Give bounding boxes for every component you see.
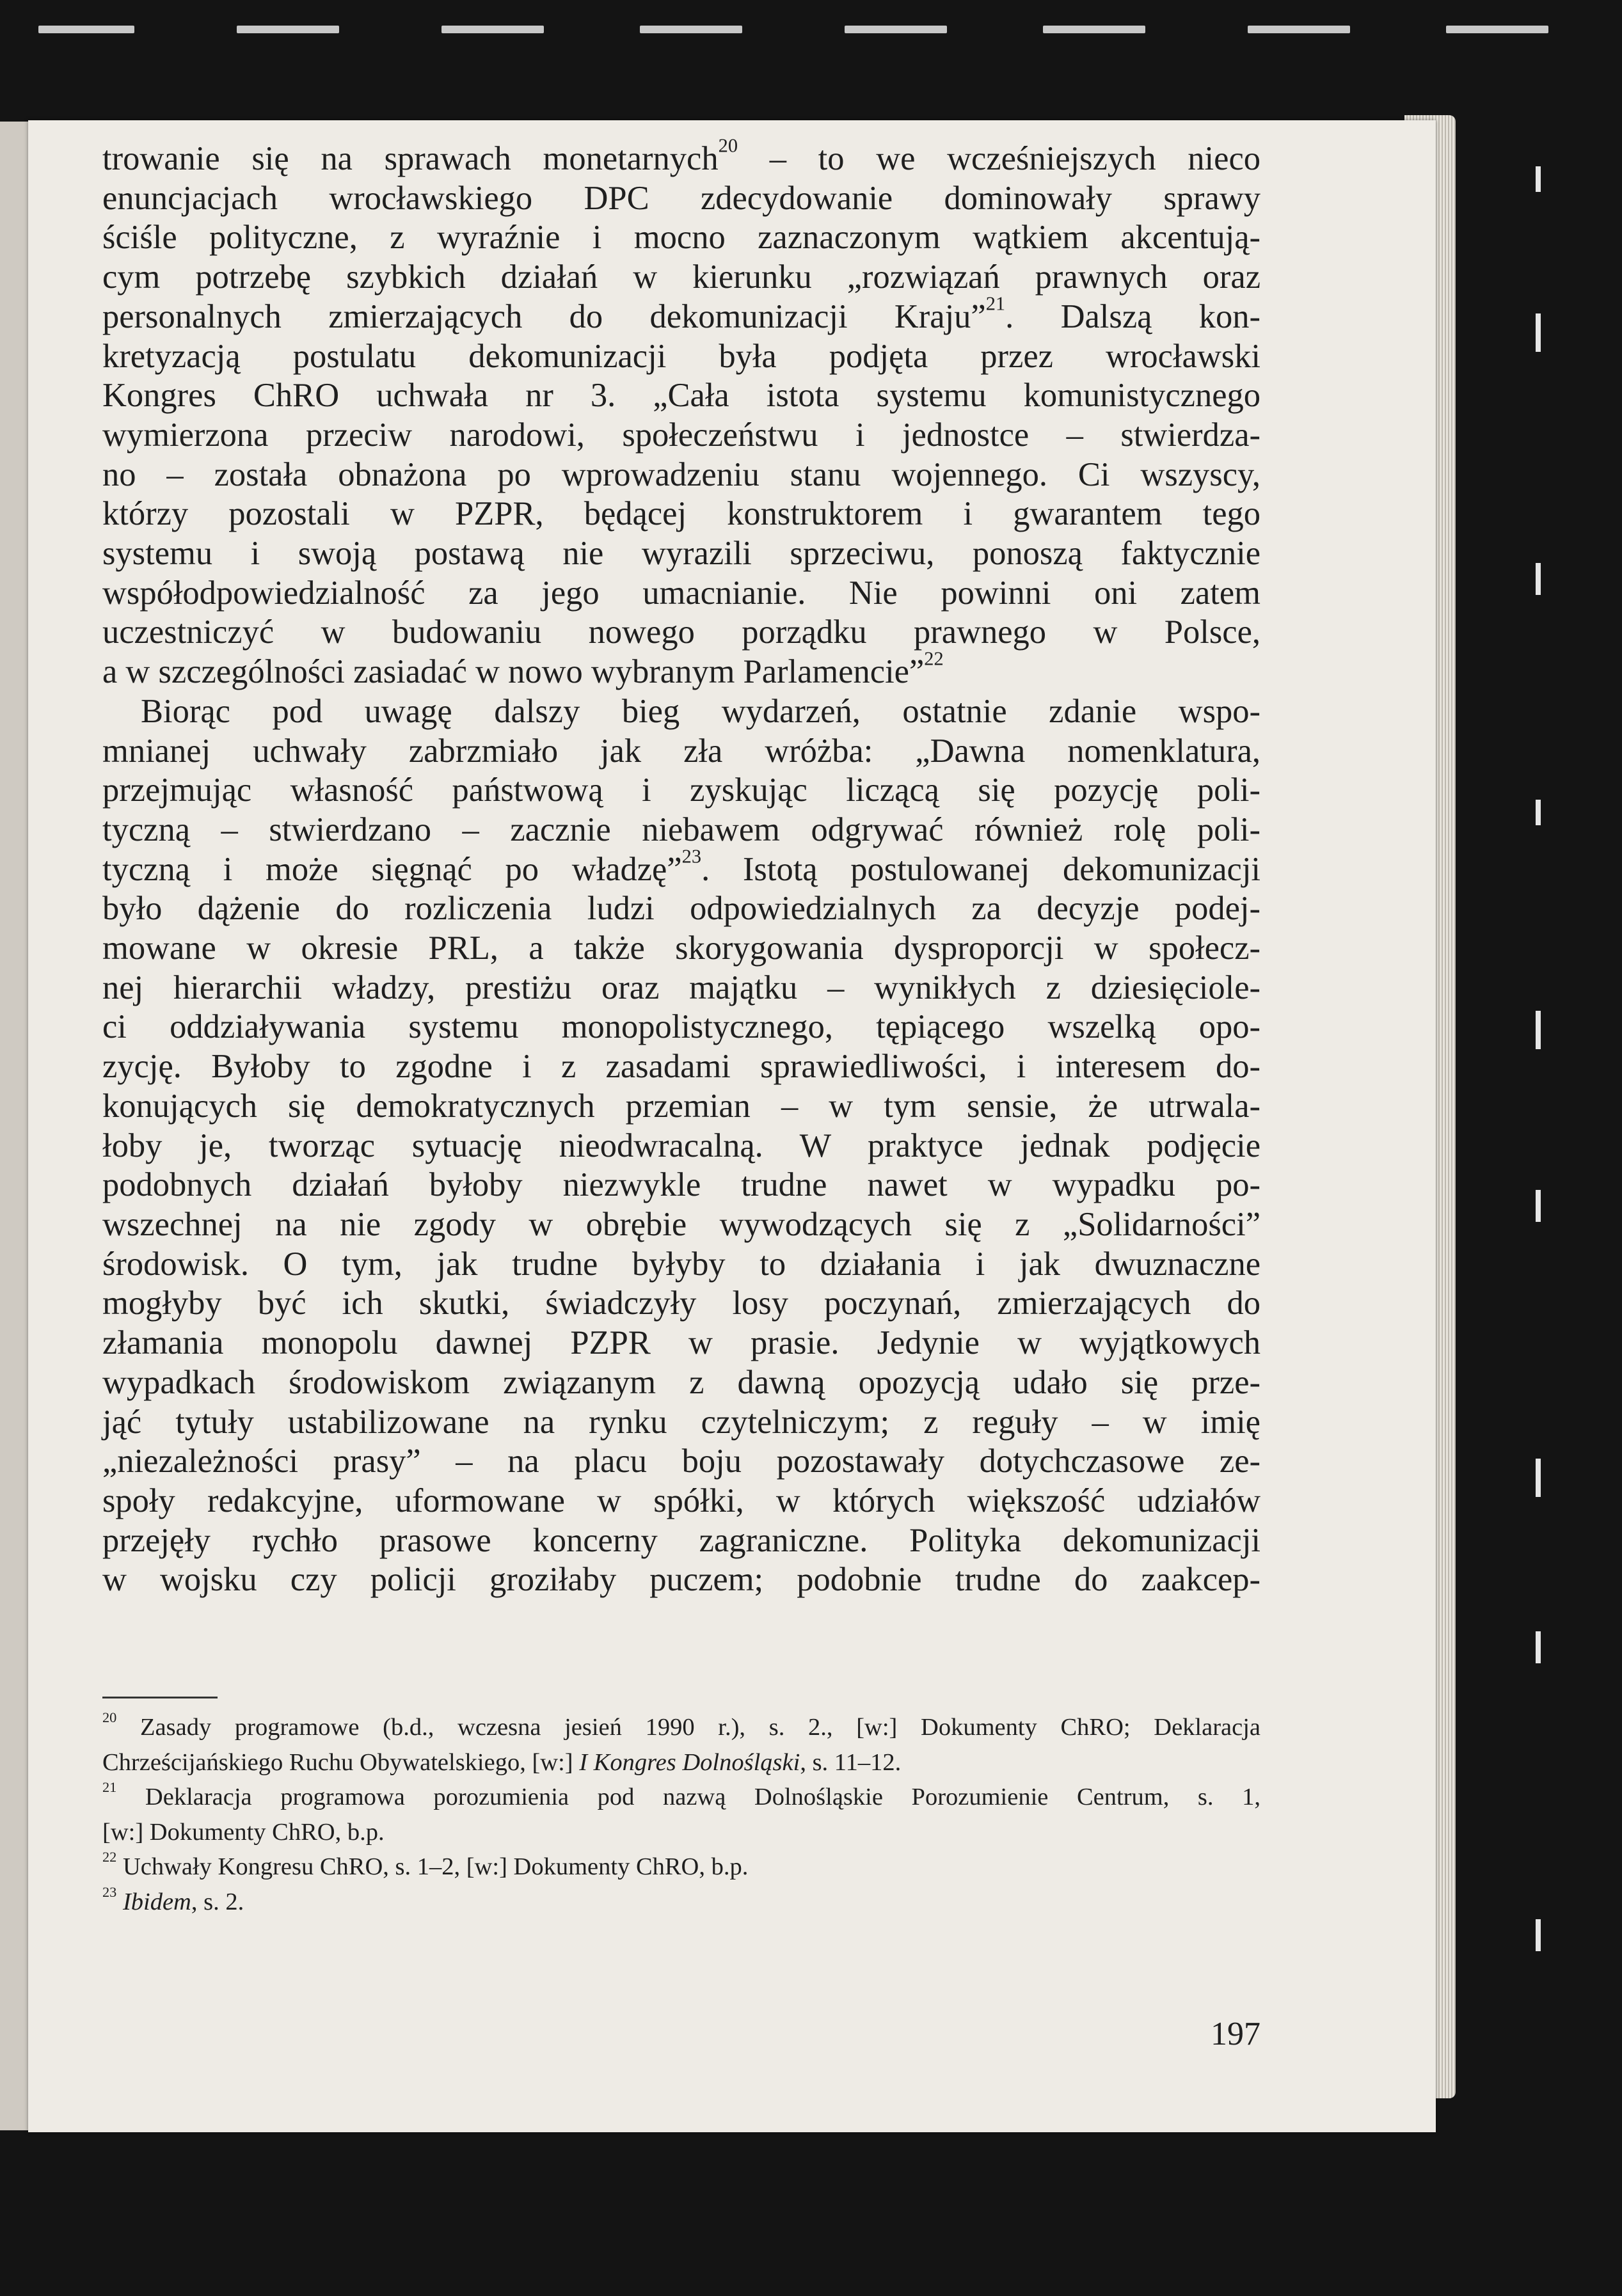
text-run: podobnych działań byłoby niezwykle trudne nawet w wypadku po- <box>102 1166 1260 1204</box>
text-line <box>102 1008 1260 1047</box>
text-run: było dążenie do rozliczenia ludzi odpowiedzialnych za decyzje podej- <box>102 890 1260 928</box>
text-line <box>102 376 1260 416</box>
footnote-line <box>102 1745 1260 1780</box>
text-run: a w szczególności zasiadać w nowo wybranym Parlamencie” <box>102 653 925 691</box>
text-run: „niezależności prasy” – na placu boju pozostawały dotychczasowe ze- <box>102 1443 1260 1480</box>
text-line <box>102 455 1260 495</box>
text-run: przejęły rychło prasowe koncerny zagraniczne. Polityka dekomunizacji <box>102 1521 1260 1559</box>
text-line <box>102 889 1260 929</box>
footnote-line <box>102 1885 1260 1920</box>
text-line <box>102 692 1260 732</box>
text-line <box>102 574 1260 614</box>
text-run: wszechnej na nie zgody w obrębie wywodzących się z „Solidarności” <box>102 1205 1260 1243</box>
text-run: współodpowiedzialność za jego umacnianie. Nie powinni oni zatem <box>102 574 1260 612</box>
text-line <box>102 732 1260 772</box>
text-line <box>102 1442 1260 1482</box>
text-line <box>102 1560 1260 1600</box>
text-line <box>102 1363 1260 1403</box>
footnote-text: Uchwały Kongresu ChRO, s. 1–2, [w:] Dokumenty ChRO, b.p. <box>116 1853 749 1880</box>
footnote-separator <box>102 1697 218 1698</box>
footnote-number: 21 <box>102 1778 117 1795</box>
footnote-text: , s. 11–12. <box>800 1748 902 1776</box>
text-run: konujących się demokratycznych przemian – w tym sensie, że utrwala- <box>102 1087 1260 1125</box>
facing-page-edge <box>0 122 28 2130</box>
text-line <box>102 1127 1260 1166</box>
text-run: zycję. Byłoby to zgodne i z zasadami sprawiedliwości, i interesem do- <box>102 1048 1260 1086</box>
text-run: – to we wcześniejszych nieco <box>738 140 1260 177</box>
text-run: Biorąc pod uwagę dalszy bieg wydarzeń, ostatnie zdanie wspo- <box>141 692 1260 730</box>
footnote-italic: Ibidem <box>122 1888 191 1915</box>
text-line <box>102 1324 1260 1363</box>
text-line <box>102 1482 1260 1521</box>
page-number: 197 <box>1211 2016 1260 2052</box>
text-line <box>102 534 1260 574</box>
text-run: Kongres ChRO uchwała nr 3. „Cała istota systemu komunistycznego <box>102 377 1260 415</box>
text-line <box>102 811 1260 850</box>
text-run: enuncjacjach wrocławskiego DPC zdecydowanie dominowały sprawy <box>102 179 1260 217</box>
footnote-ref: 23 <box>681 845 702 867</box>
text-line <box>102 179 1260 219</box>
text-line <box>102 258 1260 297</box>
text-run: trowanie się na sprawach monetarnych <box>102 140 719 177</box>
footnote-ref: 22 <box>924 647 944 670</box>
footnote-text: [w:] Dokumenty ChRO, b.p. <box>102 1818 385 1846</box>
footnote-text: Deklaracja programowa porozumienia pod nazwą Dolnośląskie Porozumienie Centrum, s. 1, <box>116 1784 1260 1810</box>
text-line <box>102 134 1260 179</box>
text-line <box>102 1205 1260 1245</box>
text-line <box>102 1403 1260 1443</box>
text-line <box>102 292 1260 337</box>
text-run: społy redakcyjne, uformowane w spółki, w których większość udziałów <box>102 1482 1260 1519</box>
scan-top-border <box>0 26 1622 35</box>
text-run: tyczną – stwierdzano – zacznie niebawem odgrywać również rolę poli- <box>102 811 1260 848</box>
footnote-line <box>102 1815 1260 1850</box>
text-run: wypadkach środowiskom związanym z dawną opozycją udało się prze- <box>102 1363 1260 1401</box>
footnote-text: , s. 2. <box>191 1888 244 1915</box>
text-run: nej hierarchii władzy, prestiżu oraz majątku – wynikłych z dziesięciole- <box>102 969 1260 1006</box>
text-run: uczestniczyć w budowaniu nowego porządku prawnego w Polsce, <box>102 614 1260 651</box>
text-run: cym potrzebę szybkich działań w kierunku „rozwiązań prawnych oraz <box>102 258 1260 296</box>
text-line <box>102 1087 1260 1127</box>
text-line <box>102 337 1260 377</box>
text-line <box>102 1521 1260 1561</box>
text-run: personalnych zmierzających do dekomunizacji Kraju” <box>102 297 986 335</box>
text-line <box>102 647 1260 692</box>
text-run: ci oddziaływania systemu monopolistycznego, tępiącego wszelką opo- <box>102 1008 1260 1046</box>
footnote-text: Zasady programowe (b.d., wczesna jesień 1990 r.), s. 2., [w:] Dokumenty ChRO; Deklaracja <box>116 1714 1260 1741</box>
footnote-text: Chrześcijańskiego Ruchu Obywatelskiego, [w:] <box>102 1748 580 1776</box>
text-run: wymierzona przeciw narodowi, społeczeństwu i jednostce – stwierdza- <box>102 416 1260 454</box>
text-line <box>102 969 1260 1008</box>
text-run: w wojsku czy policji groziłaby puczem; podobnie trudne do zaakcep- <box>102 1561 1260 1599</box>
text-run: . Istotą postulowanej dekomunizacji <box>701 850 1260 888</box>
text-line <box>102 771 1260 811</box>
text-run: jąć tytuły ustabilizowane na rynku czytelniczym; z reguły – w imię <box>102 1403 1260 1441</box>
text-run: mnianej uchwały zabrzmiało jak zła wróżba: „Dawna nomenklatura, <box>102 732 1260 770</box>
text-run: ściśle polityczne, z wyraźnie i mocno zaznaczonym wątkiem akcentują- <box>102 219 1260 257</box>
footnote-line <box>102 1710 1260 1745</box>
text-run: kretyzacją postulatu dekomunizacji była podjęta przez wrocławski <box>102 337 1260 375</box>
text-line <box>102 613 1260 653</box>
text-line <box>102 218 1260 258</box>
text-run: systemu i swoją postawą nie wyrazili sprzeciwu, ponoszą faktycznie <box>102 535 1260 573</box>
text-line <box>102 845 1260 890</box>
text-line <box>102 1245 1260 1285</box>
footnote-line <box>102 1849 1260 1885</box>
text-run: złamania monopolu dawnej PZPR w prasie. Jedynie w wyjątkowych <box>102 1324 1260 1362</box>
text-line <box>102 1166 1260 1205</box>
footnote-ref: 20 <box>718 134 738 157</box>
text-line <box>102 495 1260 534</box>
footnote-text <box>116 1888 123 1915</box>
footnote-number: 22 <box>102 1848 117 1865</box>
text-run: przejmując własność państwową i zyskując liczącą się pozycję poli- <box>102 772 1260 809</box>
text-run: mogłyby być ich skutki, świadczyły losy poczynań, zmierzających do <box>102 1285 1260 1322</box>
text-line <box>102 1284 1260 1324</box>
footnote-number: 23 <box>102 1883 117 1900</box>
footnote-line <box>102 1780 1260 1815</box>
footnote-italic: I Kongres Dolnośląski <box>579 1748 800 1776</box>
text-run: środowisk. O tym, jak trudne byłyby to działania i jak dwuznaczne <box>102 1245 1260 1283</box>
text-run: . Dalszą kon- <box>1005 297 1260 335</box>
text-run: mowane w okresie PRL, a także skorygowania dysproporcji w społecz- <box>102 930 1260 967</box>
text-line <box>102 1047 1260 1087</box>
text-line <box>102 929 1260 969</box>
footnotes <box>102 1710 1260 1919</box>
text-line <box>102 416 1260 455</box>
footnote-ref: 21 <box>985 292 1006 315</box>
scan-margin-marks <box>1536 128 1555 2047</box>
footnote-number: 20 <box>102 1709 117 1725</box>
main-text <box>102 134 1260 1600</box>
text-run: tyczną i może sięgnąć po władzę” <box>102 850 682 888</box>
text-run: którzy pozostali w PZPR, będącej konstruktorem i gwarantem tego <box>102 495 1260 533</box>
text-run: no – została obnażona po wprowadzeniu stanu wojennego. Ci wszyscy, <box>102 455 1260 493</box>
text-run: łoby je, tworząc sytuację nieodwracalną. W praktyce jednak podjęcie <box>102 1127 1260 1164</box>
